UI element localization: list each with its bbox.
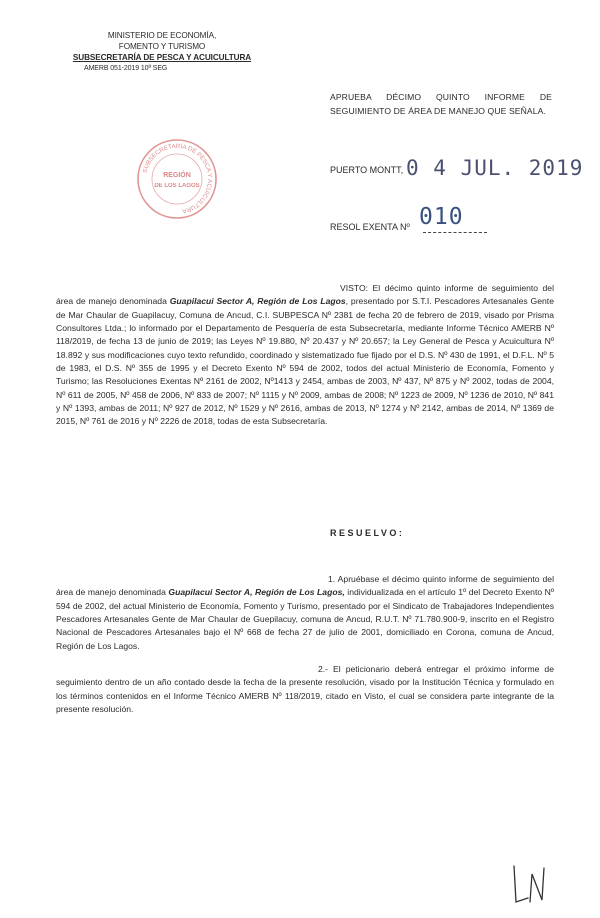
letterhead-reference: AMERB 051-2019 10ª SEG (84, 65, 168, 72)
stamp-center-line-2: DE LOS LAGOS (154, 183, 200, 189)
resolution-number-line (423, 232, 487, 233)
visto-lead: VISTO: (340, 283, 369, 293)
title-line-1: APRUEBA DÉCIMO QUINTO INFORME DE (330, 92, 552, 102)
stamped-date: 0 4 JUL. 2019 (406, 156, 584, 180)
point-1-area-name: Guapilacui Sector A, Región de Los Lagos, (168, 587, 345, 598)
letterhead-subsecretaria: SUBSECRETARÍA DE PESCA Y ACUICULTURA (72, 53, 252, 62)
visto-paragraph (56, 282, 554, 429)
letterhead-ministry: MINISTERIO DE ECONOMÍA, (107, 31, 217, 40)
document-title (330, 90, 552, 118)
letterhead-ministry-2: FOMENTO Y TURISMO (118, 42, 206, 51)
point-1-text-2: individualizada en el artículo 1º del Decreto Exento Nº 594 de 2002, del actual Ministerio de Economía, Fomento y Turismo, presentado por el Sindicato de Trabajadores Independientes Pescadores Artesanales Gente de Mar Chaular de Guepilacuy, comuna de Ancud, R.U.T. Nº 71.780.900-9, inscrito en el Registro Nacional de Pescadores Artesanales bajo el Nº 668 de fecha 27 de julio de 2001, domiciliado en Corona, comuna de Ancud, Región de Los Lagos. (56, 587, 554, 651)
resolution-point-2: 2.- El peticionario deberá entregar el próximo informe de seguimiento dentro de un año contado desde la fecha de la presente resolución, visado por la Institución Técnica y formulado en los términos contenidos en el Informe Técnico AMERB Nº 118/2019, citado en Visto, el cual se considera parte integrante de la presente resolución. (56, 664, 554, 715)
title-line-2: SEGUIMIENTO DE ÁREA DE MANEJO QUE SEÑALA. (330, 106, 546, 116)
resolution-number: 010 (419, 204, 464, 230)
visto-area-name: Guapilacui Sector A, Región de Los Lagos (169, 296, 346, 307)
official-stamp (136, 138, 218, 220)
stamp-center-line-1: REGIÓN (163, 172, 191, 179)
resolution-label: RESOL EXENTA Nº (330, 222, 410, 232)
initials-signature (506, 858, 552, 908)
stamp-ring-text: SUBSECRETARÍA DE PESCA Y ACUICULTURA (141, 142, 214, 215)
point-1-text-1: 1. Apruébase el décimo quinto informe de seguimiento del área de manejo denominada (56, 574, 554, 598)
visto-text-1: El décimo quinto informe de seguimiento del área de manejo denominada (56, 283, 554, 307)
visto-text-2: , presentado por S.T.I. Pescadores Artesanales Gente de Mar Chaular de Guapilacuy, Comuna de Ancud, C.I. SUBPESCA Nº 2381 de fecha 20 de febrero de 2019, visado por Prisma Consultores Ltda.; lo informado por el Departamento de Pesquería de esta Subsecretaría, mediante Informe Técnico AMERB Nº 118/2019, de fecha 13 de junio de 2019; las Leyes Nº 19.880, Nº 20.437 y Nº 20.657; la Ley General de Pesca y Acuicultura Nº 18.892 y sus modificaciones cuyo texto refundido, coordinado y sistematizado fue fijado por el D.S. Nº 430 de 1991, el D.F.L. Nº 5 de 1983, el D.S. Nº 355 de 1995 y el Decreto Exento Nº 594 de 2002, todos del actual Ministerio de Economía, Fomento y Turismo; las Resoluciones Exentas Nº 2161 de 2002, Nº1413 y 2454, ambas de 2003, Nº 437, Nº 875 y Nº 2002, todas de 2004, Nº 611 de 2005, Nº 458 de 2006, Nº 833 de 2007; Nº 1115 y Nº 2009, ambas de 2008; Nº 1223 de 2009, Nº 1236 de 2010, Nº 841 y Nº 1393, ambas de 2011; Nº 927 de 2012, Nº 1529 y Nº 2616, ambas de 2013, Nº 1274 y Nº 2142, ambas de 2014, Nº 1369 de 2015, Nº 761 de 2016 y Nº 2226 de 2018, todas de esta Subsecretaría. (56, 296, 554, 427)
resolution-point-1 (56, 573, 554, 653)
letterhead (62, 30, 262, 74)
place-label: PUERTO MONTT, (330, 165, 404, 175)
resuelvo-heading: RESUELVO: (330, 528, 405, 538)
